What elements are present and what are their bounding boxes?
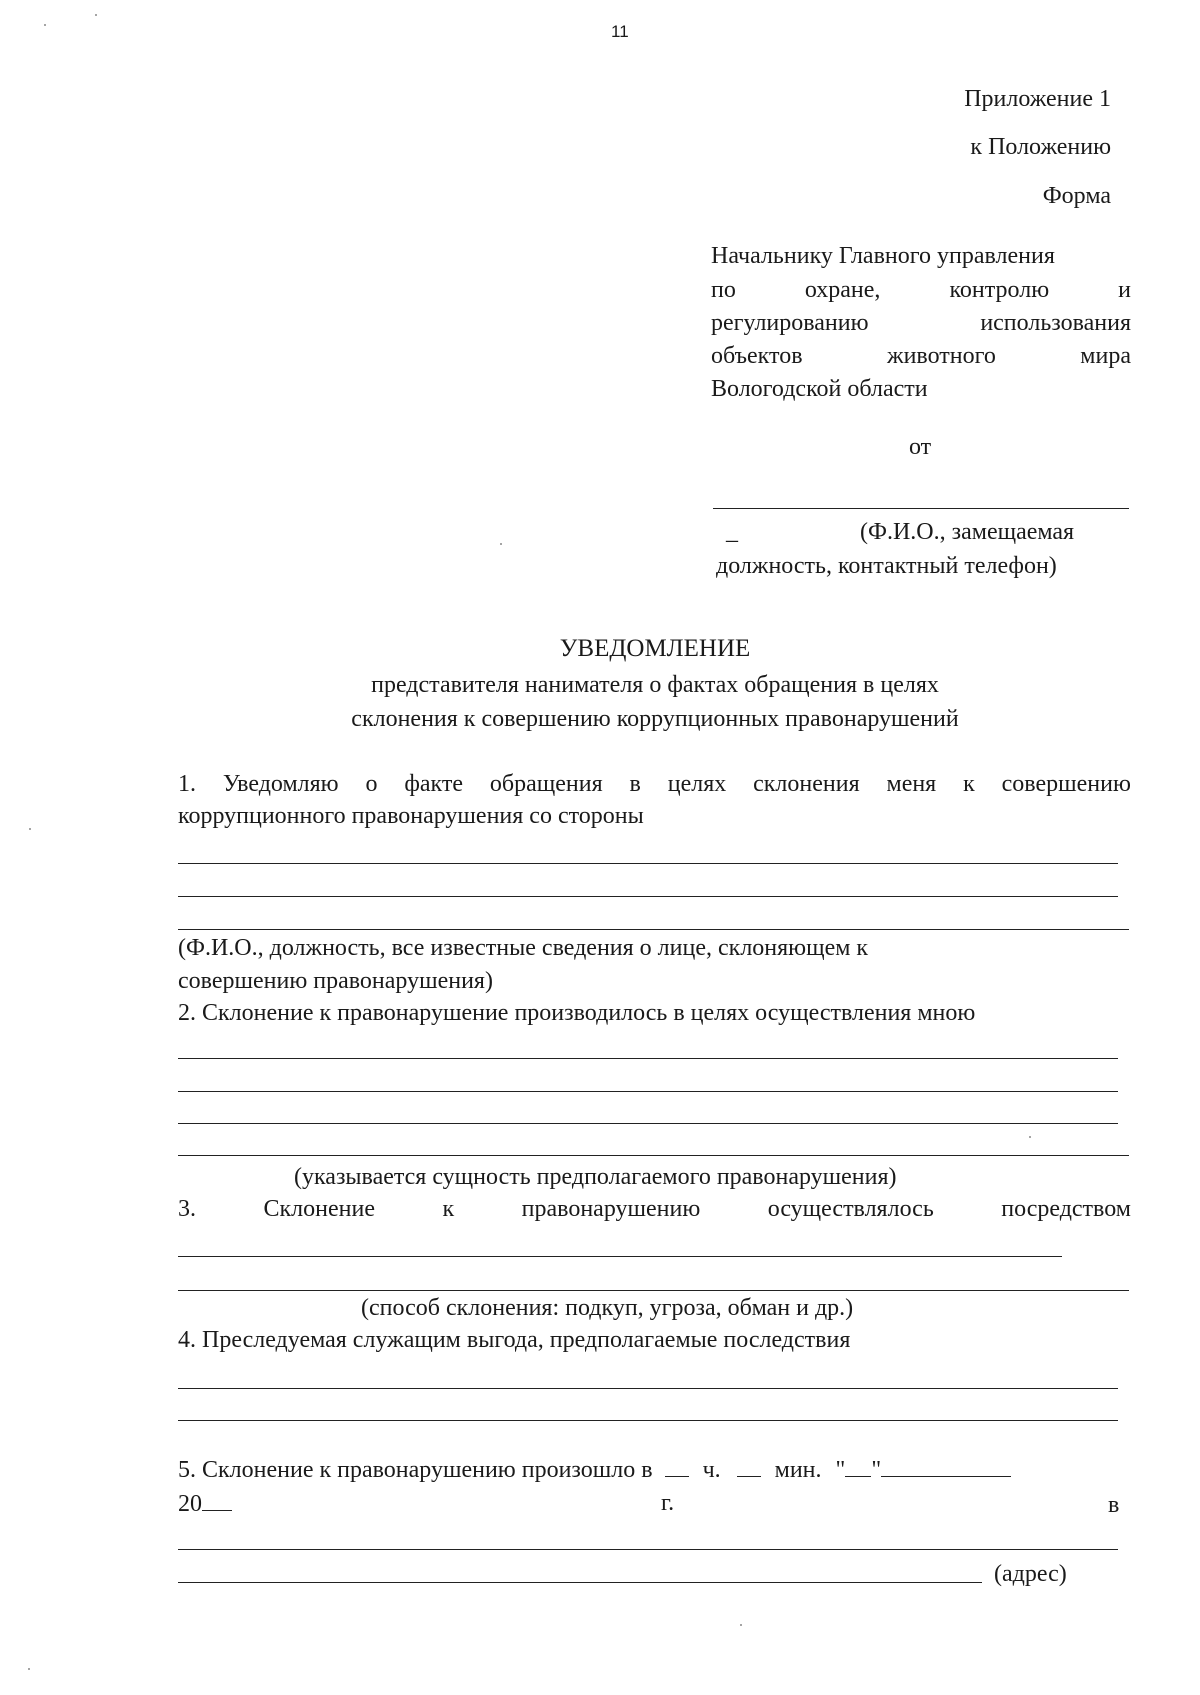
section-3-blank-line bbox=[178, 1290, 1129, 1291]
addressee-line-2 bbox=[711, 277, 1131, 304]
section-1-caption-line-2: совершению правонарушения) bbox=[178, 968, 493, 994]
section-1-word: в bbox=[629, 771, 641, 797]
section-1-word: факте bbox=[404, 771, 464, 797]
section-2-line-1: 2. Склонение к правонарушение производилось в целях осуществления мною bbox=[178, 1000, 976, 1026]
section-1-line-1 bbox=[178, 771, 1131, 798]
in-label: в bbox=[1108, 1492, 1120, 1518]
scan-speck bbox=[28, 1668, 30, 1670]
from-label: от bbox=[909, 434, 932, 460]
addressee-word: животного bbox=[886, 343, 996, 369]
section-1-word: совершению bbox=[1001, 771, 1131, 797]
section-1-word: к bbox=[963, 771, 975, 797]
addressee-line-1: Начальнику Главного управления bbox=[711, 243, 1055, 269]
section-1-blank-line bbox=[178, 896, 1118, 897]
section-3-word: правонарушению bbox=[521, 1196, 701, 1222]
section-1-blank-line bbox=[178, 929, 1129, 930]
document-title: УВЕДОМЛЕНИЕ bbox=[559, 635, 751, 662]
addressee-word: использования bbox=[980, 310, 1131, 336]
address-caption: (адрес) bbox=[994, 1561, 1067, 1587]
scan-speck bbox=[29, 828, 31, 830]
addressee-word: регулированию bbox=[711, 310, 869, 336]
section-3-caption: (способ склонения: подкуп, угроза, обман и др.) bbox=[361, 1295, 854, 1321]
appendix-label: Приложение 1 bbox=[964, 86, 1111, 112]
section-1-caption-line-1: (Ф.И.О., должность, все известные сведения о лице, склоняющем к bbox=[178, 935, 869, 961]
scan-speck bbox=[740, 1624, 742, 1626]
section-1-word: меня bbox=[886, 771, 937, 797]
document-subtitle-line-2: склонения к совершению коррупционных правонарушений bbox=[351, 706, 959, 732]
day-blank bbox=[845, 1456, 871, 1477]
section-3-word: Склонение bbox=[263, 1196, 375, 1222]
hours-label: ч. bbox=[702, 1457, 721, 1483]
section-3-word: 3. bbox=[178, 1196, 196, 1222]
section-1-blank-line bbox=[178, 863, 1118, 864]
addressee-line-3 bbox=[711, 310, 1131, 337]
section-1-word: Уведомляю bbox=[222, 771, 339, 797]
section-5-prefix: 5. Склонение к правонарушению произошло в bbox=[178, 1457, 653, 1483]
addressee-word: контролю bbox=[949, 277, 1050, 303]
hours-blank bbox=[665, 1456, 689, 1477]
day-quote-open: " bbox=[835, 1457, 846, 1483]
minutes-label: мин. bbox=[774, 1457, 822, 1483]
year-blank bbox=[202, 1490, 232, 1511]
year-prefix: 20 bbox=[178, 1491, 202, 1517]
year-field bbox=[178, 1490, 232, 1518]
addressee-word: мира bbox=[1080, 343, 1131, 369]
addressee-line-4 bbox=[711, 343, 1131, 370]
section-1-word: склонения bbox=[753, 771, 860, 797]
section-2-blank-line bbox=[178, 1155, 1129, 1156]
section-3-blank-line bbox=[178, 1256, 1062, 1257]
section-3-word: осуществлялось bbox=[767, 1196, 934, 1222]
section-1-word: 1. bbox=[178, 771, 196, 797]
address-blank-line bbox=[178, 1549, 1118, 1550]
addressee-line-5: Вологодской области bbox=[711, 376, 928, 402]
section-4-line-1: 4. Преследуемая служащим выгода, предполагаемые последствия bbox=[178, 1327, 851, 1353]
document-subtitle-line-1: представителя нанимателя о фактах обращения в целях bbox=[371, 672, 939, 698]
minutes-blank bbox=[737, 1456, 761, 1477]
section-1-word: целях bbox=[667, 771, 727, 797]
section-1-word: обращения bbox=[489, 771, 603, 797]
section-3-line-1 bbox=[178, 1196, 1131, 1223]
addressee-word: по bbox=[711, 277, 736, 303]
section-1-word: о bbox=[365, 771, 378, 797]
sender-dash: _ bbox=[726, 519, 738, 545]
scan-speck bbox=[500, 543, 502, 545]
form-label: Форма bbox=[1042, 183, 1111, 209]
sender-blank-line bbox=[713, 508, 1129, 509]
scan-speck bbox=[1029, 1136, 1031, 1138]
section-2-blank-line bbox=[178, 1091, 1118, 1092]
regulation-label: к Положению bbox=[970, 134, 1111, 160]
section-3-word: посредством bbox=[1001, 1196, 1131, 1222]
section-2-blank-line bbox=[178, 1123, 1118, 1124]
address-blank-line bbox=[178, 1582, 982, 1583]
page-number: 11 bbox=[611, 22, 629, 41]
year-suffix: г. bbox=[661, 1490, 675, 1516]
scan-speck bbox=[44, 24, 46, 26]
section-3-word: к bbox=[442, 1196, 455, 1222]
scan-speck bbox=[95, 14, 97, 16]
section-1-line-2: коррупционного правонарушения со стороны bbox=[178, 803, 644, 829]
addressee-word: и bbox=[1118, 277, 1131, 303]
sender-caption-line-2: должность, контактный телефон) bbox=[716, 553, 1057, 579]
addressee-word: охране, bbox=[804, 277, 881, 303]
section-2-blank-line bbox=[178, 1058, 1118, 1059]
section-4-blank-line bbox=[178, 1388, 1118, 1389]
month-blank bbox=[881, 1456, 1011, 1477]
day-quote-close: " bbox=[871, 1457, 882, 1483]
section-4-blank-line bbox=[178, 1420, 1118, 1421]
section-5-line-1 bbox=[178, 1456, 1011, 1484]
addressee-word: объектов bbox=[711, 343, 803, 369]
sender-caption-line-1: (Ф.И.О., замещаемая bbox=[860, 519, 1075, 545]
section-2-caption: (указывается сущность предполагаемого правонарушения) bbox=[294, 1164, 897, 1190]
